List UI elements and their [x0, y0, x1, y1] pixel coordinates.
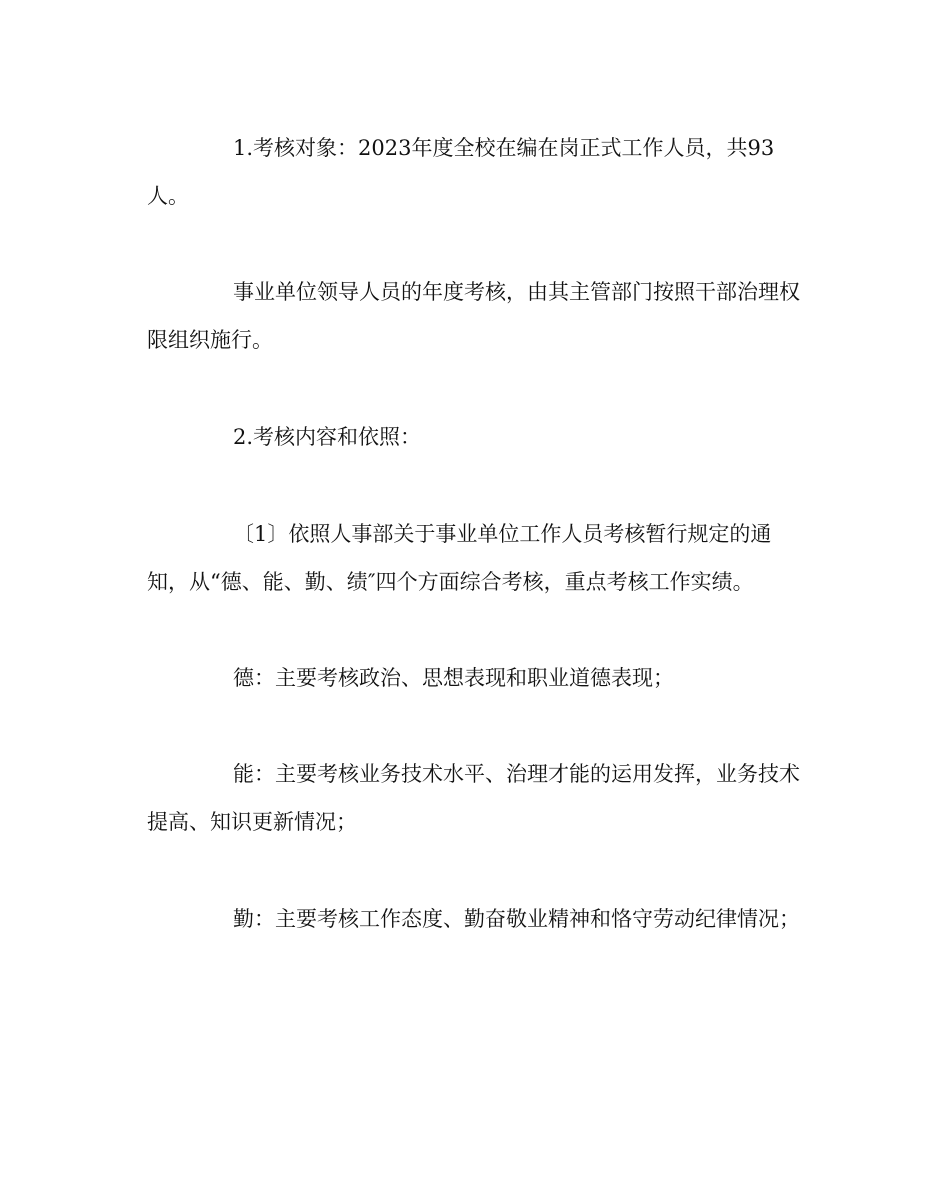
paragraph-neng-ability: 能：主要考核业务技术水平、治理才能的运用发挥，业务技术提高、知识更新情况； [147, 762, 800, 834]
paragraph-de-morality: 德：主要考核政治、思想表现和职业道德表现； [233, 666, 674, 690]
paragraph-leadership-assessment: 事业单位领导人员的年度考核，由其主管部门按照干部治理权限组织施行。 [147, 280, 800, 352]
paragraph-regulation-basis: 〔1〕依照人事部关于事业单位工作人员考核暂行规定的通知，从“德、能、勤、绩″四个方面综合考核，重点考核工作实绩。 [147, 522, 772, 594]
paragraph-assessment-target: 1.考核对象：2023年度全校在编在岗正式工作人员，共93人。 [147, 136, 775, 208]
paragraph-qin-diligence: 勤：主要考核工作态度、勤奋敬业精神和恪守劳动纪律情况； [233, 907, 800, 931]
paragraph-content-and-basis-heading: 2.考核内容和依照： [233, 425, 422, 449]
